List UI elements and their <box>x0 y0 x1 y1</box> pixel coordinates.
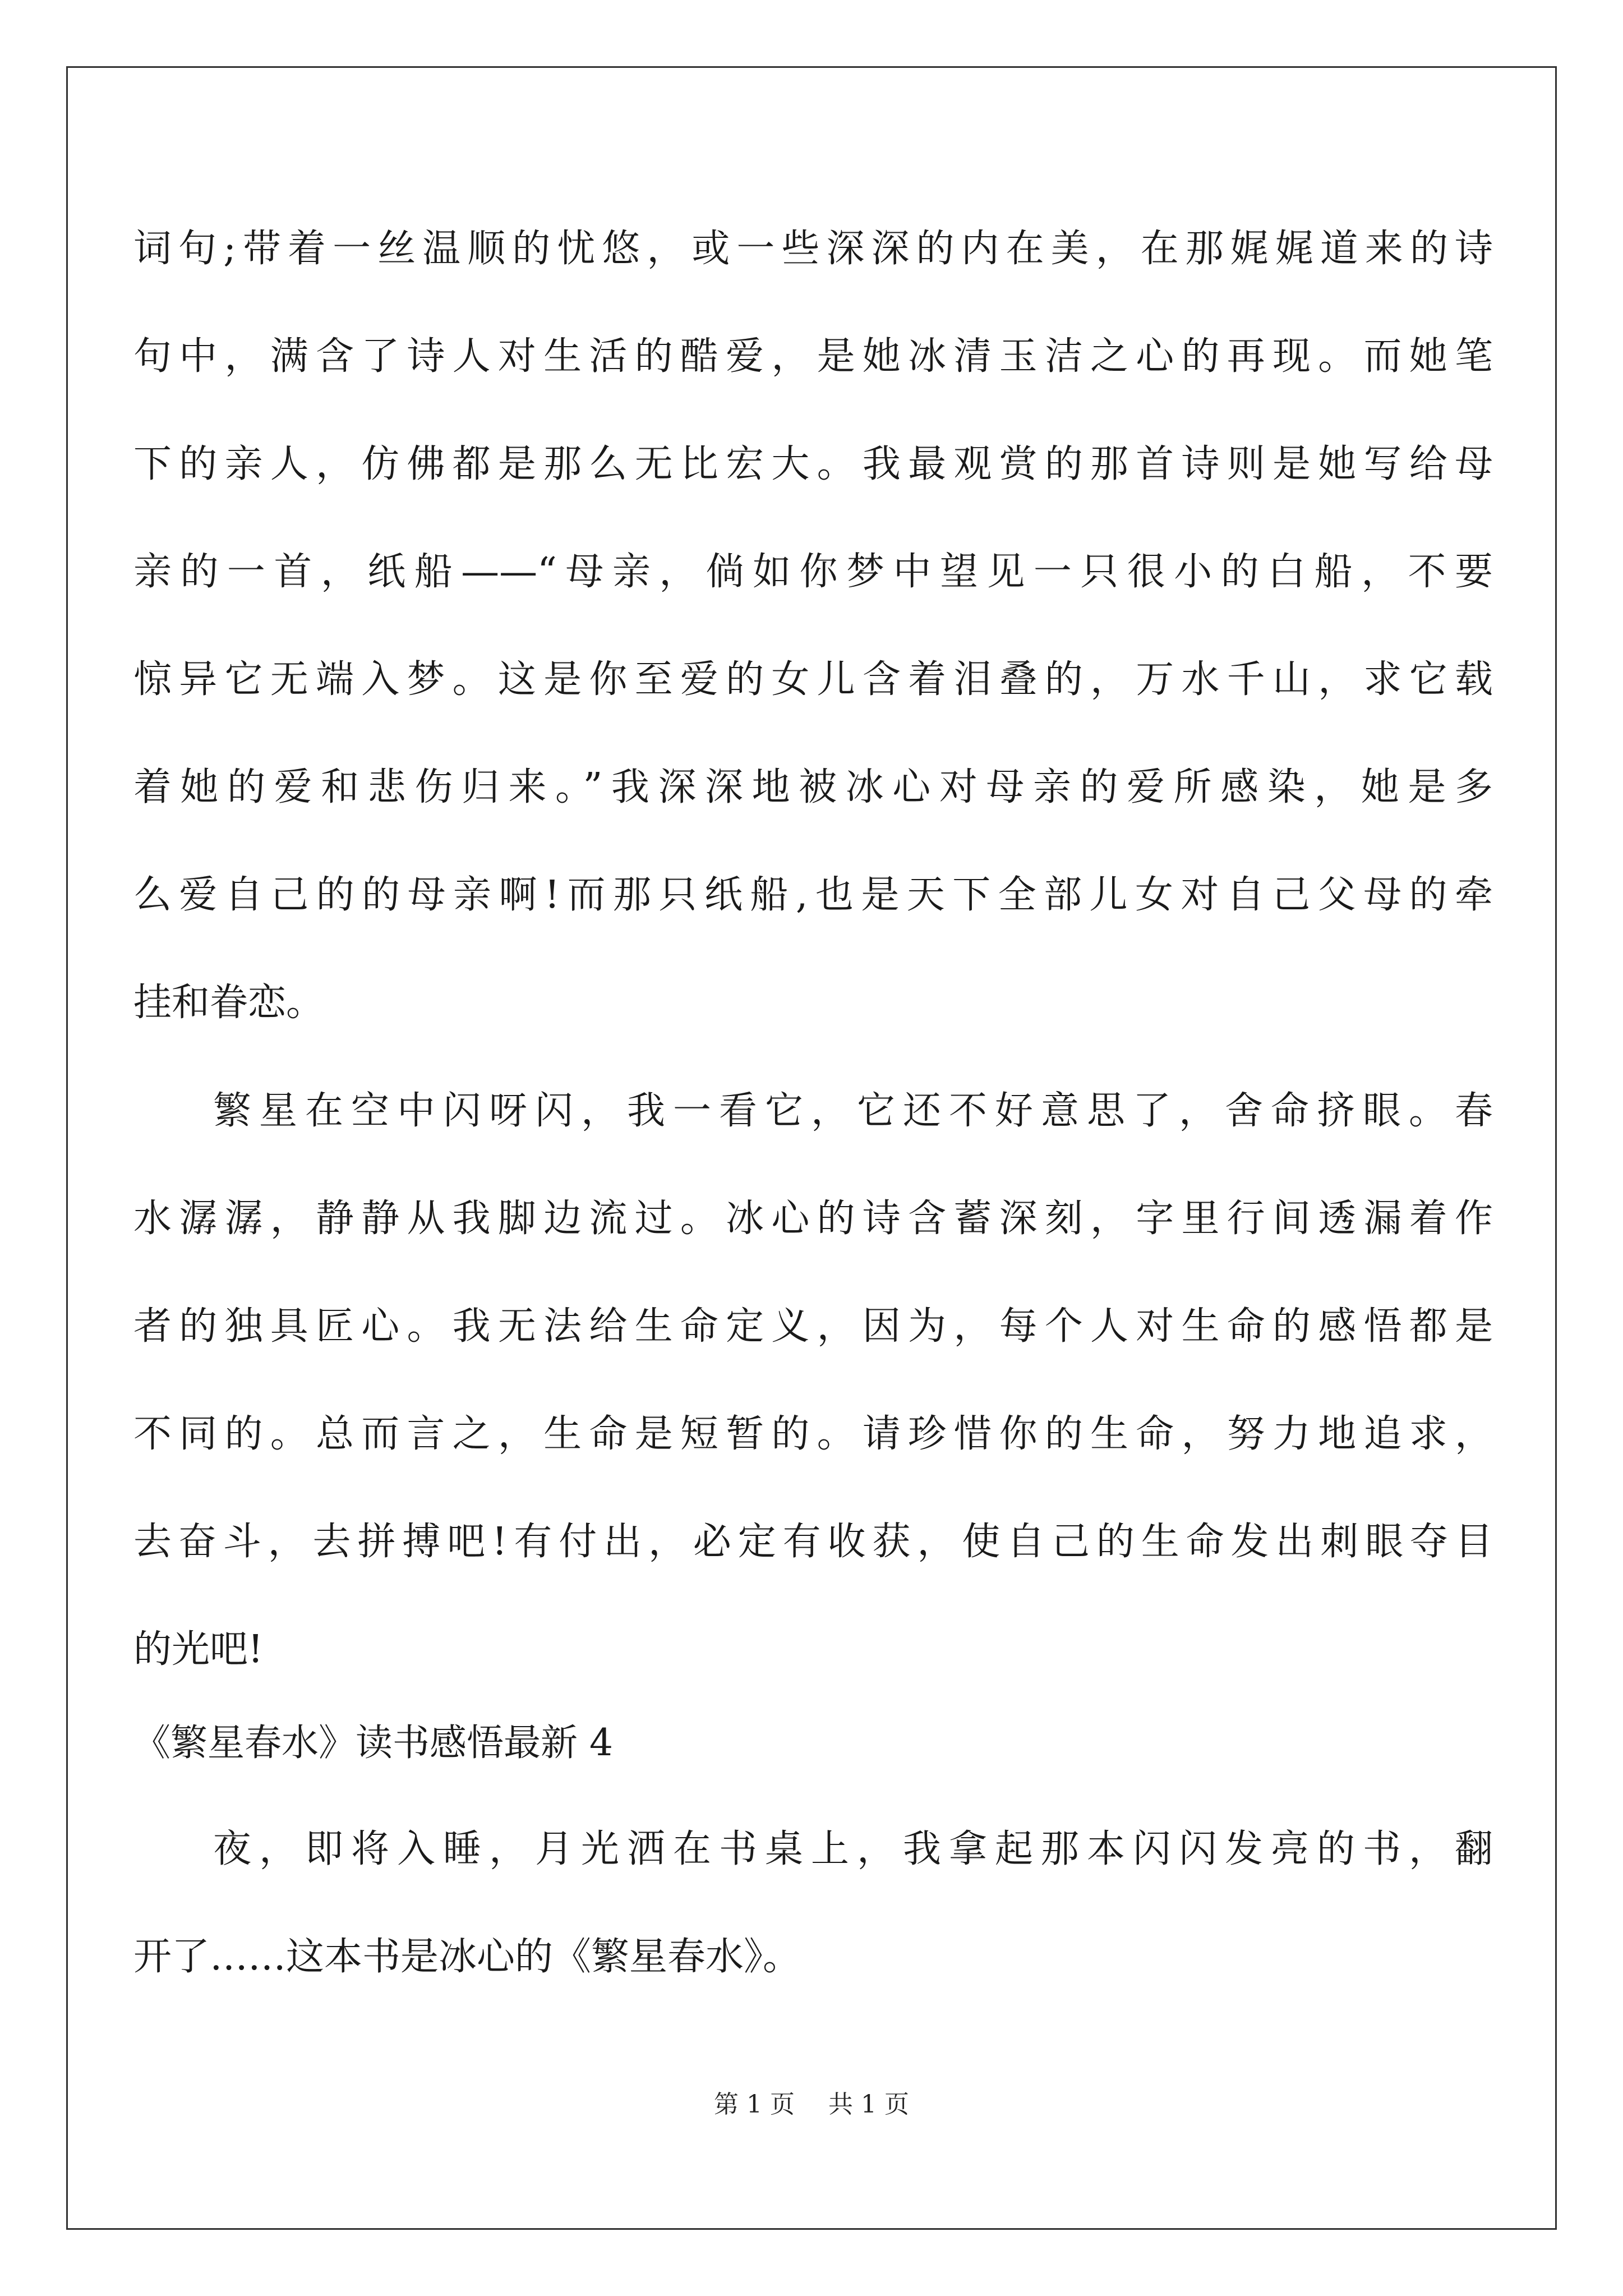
page-number: 第 1 页 <box>714 2090 795 2119</box>
paragraph-line: 者的独具匠心。我无法给生命定义，因为，每个人对生命的感悟都是 <box>133 1304 1493 1349</box>
page-border <box>66 66 1557 2230</box>
page-total: 共 1 页 <box>828 2090 909 2119</box>
paragraph-line: 的光吧! <box>133 1627 264 1672</box>
paragraph-line: 不同的。总而言之，生命是短暂的。请珍惜你的生命，努力地追求， <box>133 1412 1493 1456</box>
paragraph-line: 惊异它无端入梦。这是你至爱的女儿含着泪叠的，万水千山，求它载 <box>133 657 1493 702</box>
paragraph-line: 繁星在空中闪呀闪，我一看它，它还不好意思了，舍命挤眼。春 <box>213 1089 1493 1133</box>
paragraph-line: 亲的一首，纸船——“母亲，倘如你梦中望见一只很小的白船，不要 <box>133 550 1493 594</box>
paragraph-line: 开了……这本书是冰心的《繁星春水》。 <box>133 1935 801 1979</box>
paragraph-line: 么爱自己的的母亲啊!而那只纸船,也是天下全部儿女对自己父母的牵 <box>133 873 1493 917</box>
paragraph-line: 词句;带着一丝温顺的忧悠，或一些深深的内在美，在那娓娓道来的诗 <box>133 227 1493 271</box>
section-heading: 《繁星春水》读书感悟最新 4 <box>133 1721 613 1764</box>
paragraph-line: 夜，即将入睡，月光洒在书桌上，我拿起那本闪闪发亮的书，翻 <box>213 1827 1493 1871</box>
paragraph-line: 下的亲人，仿佛都是那么无比宏大。我最观赏的那首诗则是她写给母 <box>133 442 1493 486</box>
paragraph-line: 着她的爱和悲伤归来。”我深深地被冰心对母亲的爱所感染，她是多 <box>133 765 1493 809</box>
paragraph-line: 水潺潺，静静从我脚边流过。冰心的诗含蓄深刻，字里行间透漏着作 <box>133 1197 1493 1241</box>
paragraph-line: 去奋斗，去拼搏吧!有付出，必定有收获，使自己的生命发出刺眼夺目 <box>133 1520 1493 1564</box>
paragraph-line: 句中，满含了诗人对生活的酷爱，是她冰清玉洁之心的再现。而她笔 <box>133 334 1493 379</box>
page-footer <box>0 2088 1623 2122</box>
paragraph-line: 挂和眷恋。 <box>133 981 325 1025</box>
